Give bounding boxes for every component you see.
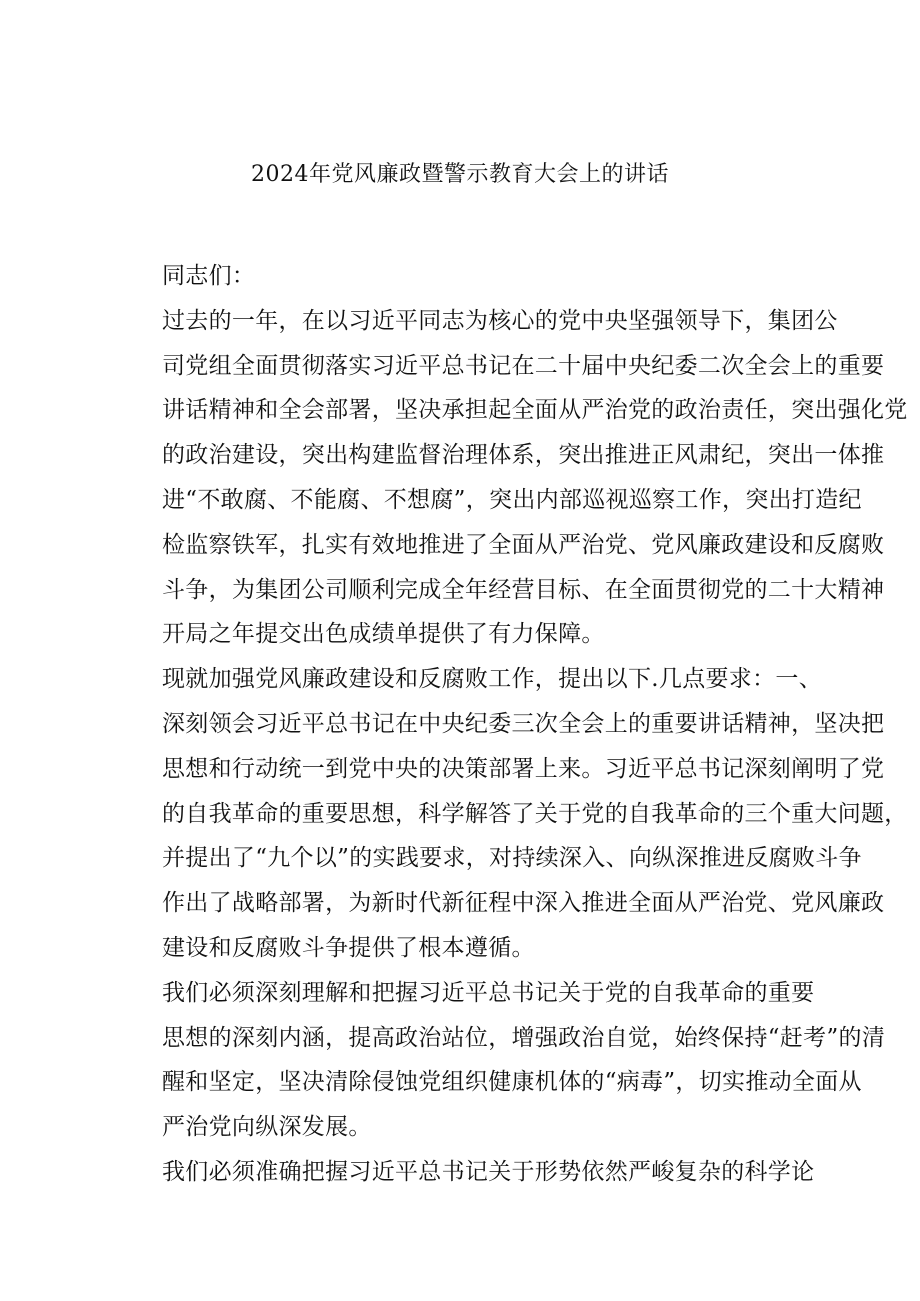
paragraph-line: 讲话精神和全会部署，坚决承担起全面从严治党的政治责任，突出强化党: [162, 397, 908, 424]
paragraph-line: 我们必须准确把握习近平总书记关于形势依然严峻复杂的科学论: [162, 1158, 815, 1185]
paragraph-line: 建设和反腐败斗争提供了根本遵循。: [162, 934, 535, 961]
paragraph-line: 醒和坚定，坚决清除侵蚀党组织健康机体的“病毒”，切实推动全面从: [162, 1069, 862, 1096]
paragraph-line: 的自我革命的重要思想，科学解答了关于党的自我革命的三个重大问题，: [162, 800, 908, 827]
paragraph-line: 作出了战略部署，为新时代新征程中深入推进全面从严治党、党风廉政: [162, 890, 885, 917]
paragraph-line: 思想的深刻内涵，提高政治站位，增强政治自觉，始终保持“赶考”的清: [162, 1024, 886, 1051]
paragraph-line: 并提出了“九个以”的实践要求，对持续深入、向纵深推进反腐败斗争: [162, 845, 862, 872]
paragraph-1: [116, 299, 908, 657]
salutation-line: 同志们：: [162, 263, 256, 289]
paragraph-line: 现就加强党风廉政建设和反腐败工作，提出以下.几点要求：一、: [162, 666, 823, 693]
paragraph-2: [116, 657, 908, 971]
paragraph-line: 进“不敢腐、不能腐、不想腐”，突出内部巡视巡察工作，突出打造纪: [162, 486, 862, 513]
paragraph-line: 深刻领会习近平总书记在中央纪委三次全会上的重要讲话精神，坚决把: [162, 710, 885, 737]
paragraph-line: 过去的一年，在以习近平同志为核心的党中央坚强领导下，集团公: [162, 307, 838, 334]
page-title: 2024年党风廉政暨警示教育大会上的讲话: [251, 162, 669, 187]
paragraph-line: 我们必须深刻理解和把握习近平总书记关于党的自我革命的重要: [162, 979, 815, 1006]
paragraph-line: 严治党向纵深发展。: [162, 1114, 372, 1141]
document-body: [116, 254, 908, 1195]
paragraph-4: [116, 1150, 836, 1195]
salutation: [116, 254, 836, 299]
paragraph-line: 司党组全面贯彻落实习近平总书记在二十届中央纪委二次全会上的重要: [162, 352, 885, 379]
paragraph-line: 的政治建设，突出构建监督治理体系，突出推进正风肃纪，突出一体推: [162, 442, 885, 469]
paragraph-line: 斗争，为集团公司顺利完成全年经营目标、在全面贯彻党的二十大精神: [162, 576, 885, 603]
paragraph-3: [116, 971, 886, 1150]
paragraph-line: 检监察铁军，扎实有效地推进了全面从严治党、党风廉政建设和反腐败: [162, 531, 885, 558]
paragraph-line: 开局之年提交出色成绩单提供了有力保障。: [162, 621, 605, 648]
paragraph-line: 思想和行动统一到党中央的决策部署上来。习近平总书记深刻阐明了党: [162, 755, 885, 782]
